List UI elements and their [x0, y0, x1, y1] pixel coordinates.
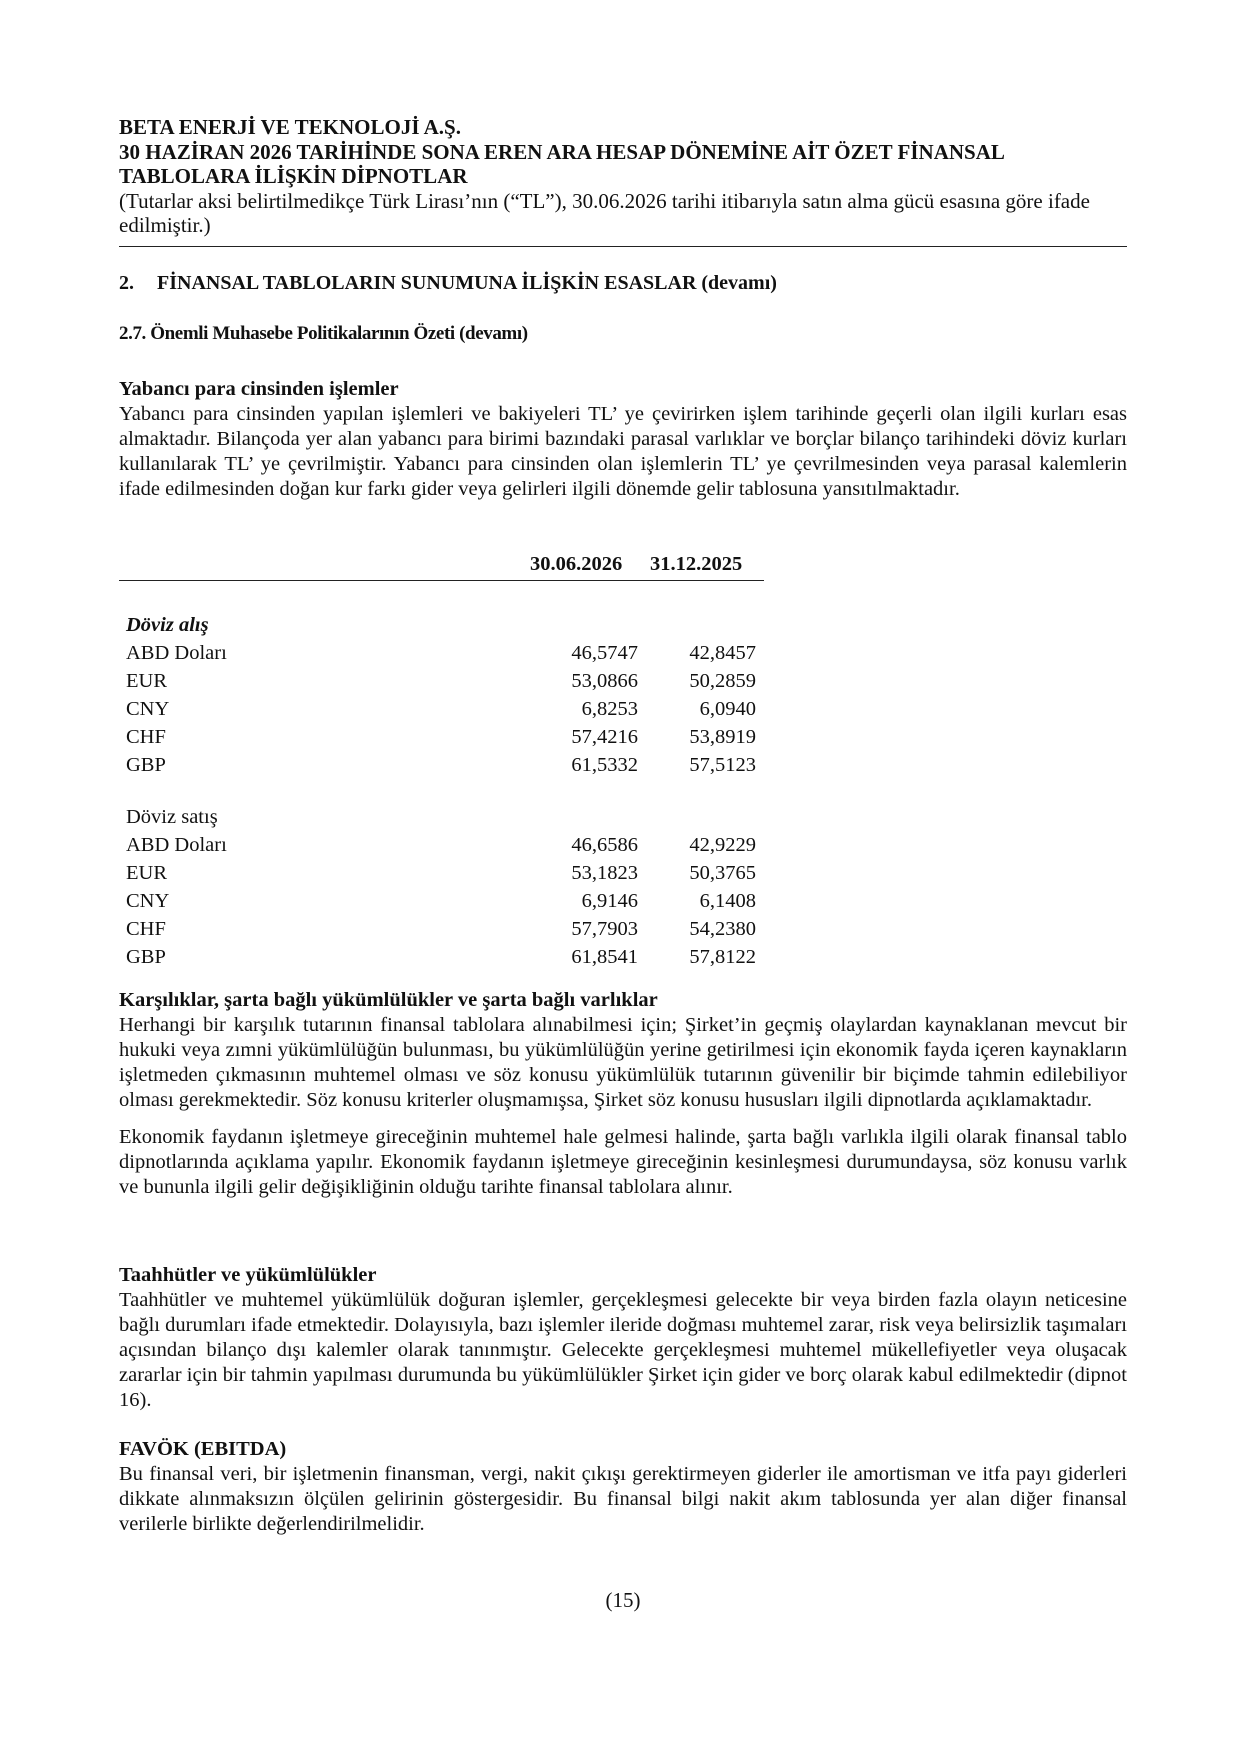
- fx-table-row: [119, 859, 764, 887]
- provisions-section: [119, 988, 1127, 1200]
- fx-col-header-1: 30.06.2026: [530, 553, 623, 575]
- provisions-paragraph-2: Ekonomik faydanın işletmeye gireceğinin muhtemel hale gelmesi halinde, şarta bağlı varlıkla ilgili olarak finansal tablo dipnotlarında açıklama yapılır. Ekonomik faydanın işletmeye gireceğinin kesinleşmesi durumundaysa, söz konusu varlık ve bununla ilgili gelir değişikliğinin olduğu tarihte finansal tablolara alınır.: [119, 1126, 1127, 1198]
- fx-currency-label: GBP: [126, 946, 166, 968]
- provisions-heading: Karşılıklar, şarta bağlı yükümlülükler ve şarta bağlı varlıklar: [119, 989, 658, 1011]
- fx-table-row: [119, 723, 764, 751]
- fx-paragraph: Yabancı para cinsinden yapılan işlemleri ve bakiyeleri TL’ ye çevirirken işlem tarihinde geçerli olan ilgili kurları esas almaktadır. Bilançoda yer alan yabancı para birimi bazındaki parasal varlıklar ve borçlar bilanço tarihindeki döviz kurları kullanılarak TL’ ye çevrilmiştir. Yabancı para cinsinden olan işlemlerin TL’ ye çevrilmesinden veya parasal kalemlerin ifade edilmesinden doğan kur farkı gider veya gelirleri ilgili dönemde gelir tablosuna yansıtılmaktadır.: [119, 403, 1127, 500]
- header-divider: [119, 246, 1127, 247]
- fx-table-row: [119, 943, 764, 971]
- header-title-line1: 30 HAZİRAN 2026 TARİHİNDE SONA EREN ARA HESAP DÖNEMİNE AİT ÖZET FİNANSAL: [119, 139, 1005, 164]
- ebitda-heading: FAVÖK (EBITDA): [119, 1438, 287, 1460]
- fx-value-2025: 42,9229: [689, 834, 756, 856]
- fx-value-2025: 50,3765: [689, 862, 756, 884]
- fx-sell-title: Döviz satış: [126, 806, 218, 828]
- page-number: (15): [605, 1588, 641, 1612]
- header-title-line2: TABLOLARA İLİŞKİN DİPNOTLAR: [119, 164, 468, 188]
- fx-table-row: [119, 667, 764, 695]
- document-header: [119, 115, 1127, 238]
- commitments-section: [119, 1263, 1127, 1413]
- fx-value-2026: 61,8541: [571, 946, 638, 968]
- fx-value-2026: 46,6586: [571, 834, 638, 856]
- fx-sell-rows: [119, 831, 764, 971]
- fx-value-2026: 6,8253: [581, 698, 638, 720]
- fx-value-2025: 54,2380: [689, 918, 756, 940]
- fx-currency-label: EUR: [126, 670, 167, 692]
- fx-heading: Yabancı para cinsinden işlemler: [119, 378, 399, 400]
- fx-value-2026: 53,1823: [571, 862, 638, 884]
- fx-currency-label: CNY: [126, 890, 170, 912]
- section-title: FİNANSAL TABLOLARIN SUNUMUNA İLİŞKİN ESASLAR (devamı): [157, 272, 777, 294]
- fx-buy-rows: [119, 639, 764, 779]
- fx-currency-label: EUR: [126, 862, 167, 884]
- fx-value-2026: 46,5747: [571, 642, 638, 664]
- fx-table-row: [119, 915, 764, 943]
- fx-value-2025: 6,0940: [699, 698, 756, 720]
- fx-currency-label: ABD Doları: [126, 834, 227, 856]
- fx-value-2025: 6,1408: [699, 890, 756, 912]
- fx-table-row: [119, 639, 764, 667]
- fx-col-header-2: 31.12.2025: [650, 553, 743, 575]
- fx-currency-label: GBP: [126, 754, 166, 776]
- fx-currency-label: CNY: [126, 698, 170, 720]
- fx-buy-title: Döviz alış: [126, 614, 209, 636]
- commitments-paragraph: Taahhütler ve muhtemel yükümlülük doğuran işlemler, gerçekleşmesi gelecekte bir veya birden fazla olayın neticesine bağlı durumları ifade etmektedir. Dolayısıyla, bazı işlemler ileride doğması muhtemel zarar, risk veya belirsizlik taşımaları açısından bilanço dışı kalemler olarak tanınmıştır. Gelecekte gerçekleşmesi muhtemel mükellefiyetler veya oluşacak zararlar için bir tahmin yapılması durumunda bu yükümlülükler Şirket için gider ve borç olarak kabul edilmektedir (dipnot 16).: [119, 1289, 1127, 1411]
- fx-table-row: [119, 695, 764, 723]
- fx-value-2026: 57,4216: [571, 726, 638, 748]
- fx-currency-label: ABD Doları: [126, 642, 227, 664]
- fx-value-2025: 42,8457: [689, 642, 756, 664]
- fx-value-2026: 61,5332: [571, 754, 638, 776]
- fx-value-2026: 6,9146: [581, 890, 638, 912]
- fx-rate-table: [119, 553, 764, 971]
- fx-value-2025: 57,5123: [689, 754, 756, 776]
- fx-section: [119, 377, 1127, 502]
- fx-value-2026: 57,7903: [571, 918, 638, 940]
- fx-table-row: [119, 751, 764, 779]
- fx-currency-label: CHF: [126, 918, 166, 940]
- fx-value-2025: 53,8919: [689, 726, 756, 748]
- ebitda-paragraph: Bu finansal veri, bir işletmenin finansman, vergi, nakit çıkışı gerektirmeyen giderler ile amortisman ve itfa payı giderleri dikkate alınmaksızın ölçülen gelirinin göstergesidir. Bu finansal bilgi nakit akım tablosunda yer alan diğer finansal verilerle birlikte değerlendirilmelidir.: [119, 1463, 1127, 1535]
- commitments-heading: Taahhütler ve yükümlülükler: [119, 1264, 377, 1286]
- provisions-paragraph-1: Herhangi bir karşılık tutarının finansal tablolara alınabilmesi için; Şirket’in geçmiş olaylardan kaynaklanan mevcut bir hukuki veya zımni yükümlülüğün bulunması, bu yükümlülüğün yerine getirilmesi için ekonomik fayda içeren kaynakların işletmeden çıkmasının muhtemel olması ve söz konusu yükümlülük tutarının güvenilir bir biçimde tahmin edilebiliyor olması gerekmektedir. Söz konusu kriterler oluşmamışsa, Şirket söz konusu hususları ilgili dipnotlarda açıklamaktadır.: [119, 1014, 1127, 1111]
- fx-table-row: [119, 887, 764, 915]
- subsection-heading: 2.7. Önemli Muhasebe Politikalarının Özeti (devamı): [119, 323, 528, 344]
- fx-table-row: [119, 831, 764, 859]
- fx-table-header: [119, 553, 764, 581]
- fx-value-2026: 53,0866: [571, 670, 638, 692]
- header-note: (Tutarlar aksi belirtilmedikçe Türk Lirası’nın (“TL”), 30.06.2026 tarihi itibarıyla satın alma gücü esasına göre ifade edilmiştir.): [119, 188, 1090, 237]
- section-heading: [119, 272, 777, 295]
- fx-currency-label: CHF: [126, 726, 166, 748]
- ebitda-section: [119, 1437, 1127, 1537]
- fx-value-2025: 57,8122: [689, 946, 756, 968]
- section-number: 2.: [119, 272, 134, 294]
- fx-value-2025: 50,2859: [689, 670, 756, 692]
- company-name: BETA ENERJİ VE TEKNOLOJİ A.Ş.: [119, 115, 461, 139]
